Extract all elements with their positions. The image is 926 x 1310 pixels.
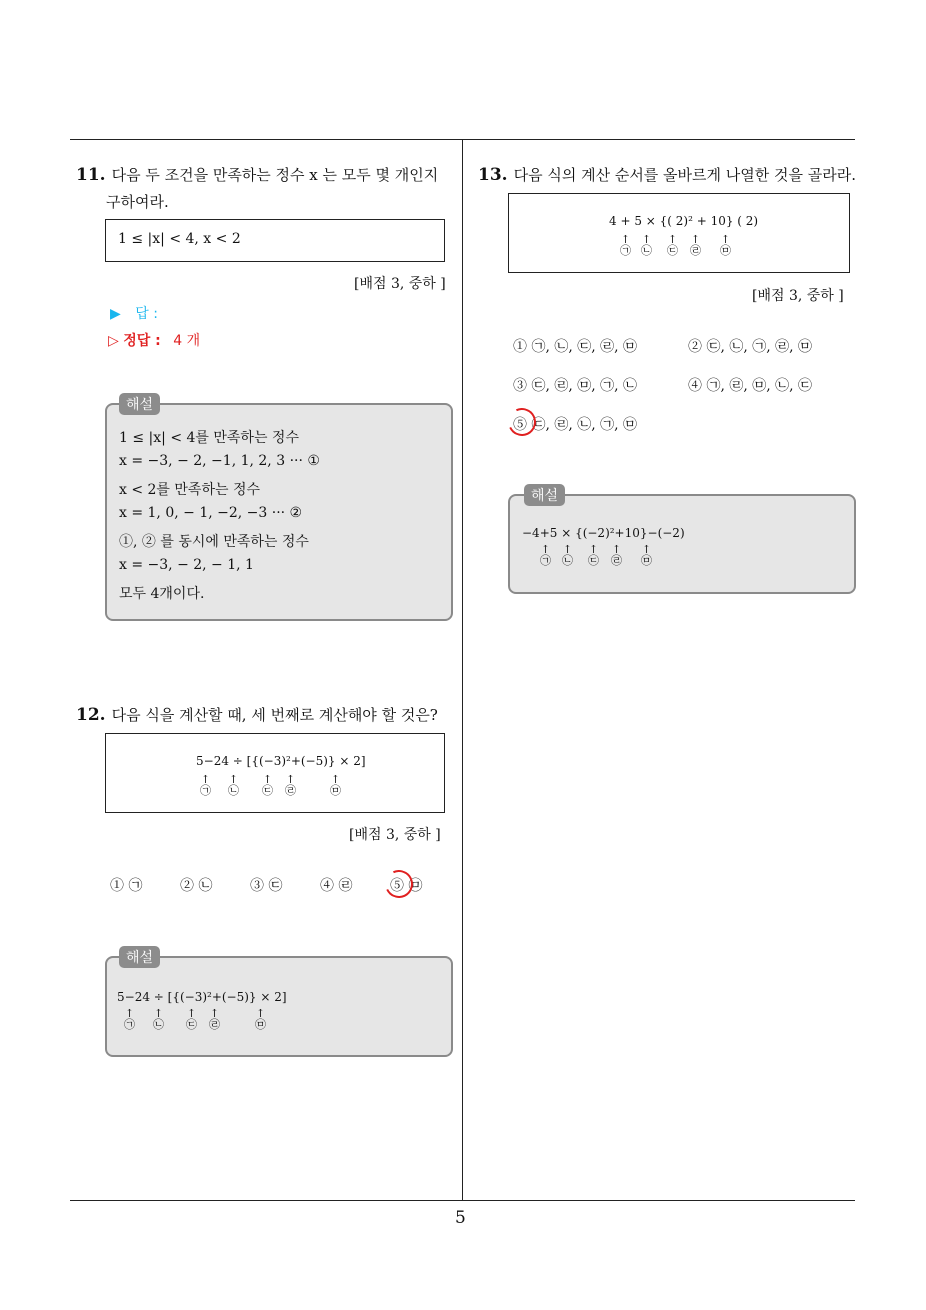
q12-expression-box bbox=[105, 733, 445, 813]
q11-correct-row bbox=[108, 330, 200, 350]
q13-explanation-marker: ↑ ㉣ bbox=[611, 543, 622, 567]
q12-choice-2[interactable]: ② ㉡ bbox=[180, 878, 213, 894]
q12-explanation-marker: ↑ ㉠ bbox=[124, 1007, 135, 1031]
q12-marker: ↑ ㉤ bbox=[330, 773, 341, 797]
q13-expression: 4 + 5 × {( 2)² + 10} ( 2) bbox=[609, 214, 759, 228]
q11-explanation-line: x < 2를 만족하는 정수 bbox=[119, 482, 261, 498]
q13-marker: ↑ ㉢ bbox=[667, 233, 678, 257]
q13-explanation-marker: ↑ ㉤ bbox=[641, 543, 652, 567]
q12-explanation-box bbox=[105, 950, 453, 1057]
q13-marker: ↑ ㉣ bbox=[690, 233, 701, 257]
q11-condition-box bbox=[105, 219, 445, 262]
q11-explanation-line: x = 1, 0, − 1, −2, −3 ··· ② bbox=[119, 505, 303, 521]
q13-correct-circle bbox=[504, 404, 540, 440]
q11-correct-label: 정답 : bbox=[123, 333, 161, 349]
q12-marker: ↑ ㉢ bbox=[262, 773, 273, 797]
q11-condition: 1 ≤ |x| < 4, x < 2 bbox=[118, 231, 241, 247]
answer-arrow-icon: ▶ bbox=[110, 306, 121, 322]
q11-answer-label: 답 : bbox=[135, 306, 158, 322]
q13-explanation-marker: ↑ ㉠ bbox=[540, 543, 551, 567]
q12-explanation-tag: 해설 bbox=[119, 946, 160, 968]
q12-explanation-marker: ↑ ㉢ bbox=[186, 1007, 197, 1031]
q13-text: 다음 식의 계산 순서를 올바르게 나열한 것을 골라라. bbox=[513, 166, 857, 184]
q12-expression: 5−24 ÷ [{(−3)²+(−5)} × 2] bbox=[196, 754, 366, 768]
q12-explanation-marker: ↑ ㉤ bbox=[255, 1007, 266, 1031]
q12-score: [배점 3, 중하 ] bbox=[349, 827, 441, 843]
q13-explanation-marker: ↑ ㉡ bbox=[562, 543, 573, 567]
q13-score: [배점 3, 중하 ] bbox=[752, 288, 844, 304]
q13-marker: ↑ ㉤ bbox=[720, 233, 731, 257]
q11-correct-value: 4 개 bbox=[173, 333, 201, 349]
q11-explanation-box bbox=[105, 397, 453, 621]
q13-question bbox=[478, 162, 858, 189]
q13-choice-1[interactable]: ① ㉠, ㉡, ㉢, ㉣, ㉤ bbox=[513, 339, 638, 355]
q13-choice-5[interactable]: ⑤ ㉢, ㉣, ㉡, ㉠, ㉤ bbox=[513, 417, 638, 433]
q11-explanation-line: x = −3, − 2, −1, 1, 2, 3 ··· ① bbox=[119, 453, 320, 469]
q11-explanation-line: ①, ② 를 동시에 만족하는 정수 bbox=[119, 534, 309, 550]
column-divider bbox=[462, 139, 463, 1201]
q13-explanation-box bbox=[508, 488, 856, 594]
q12-marker: ↑ ㉠ bbox=[200, 773, 211, 797]
q12-choice-1[interactable]: ① ㉠ bbox=[110, 878, 143, 894]
q13-explanation-expression: −4+5 × {(−2)²+10}−(−2) bbox=[522, 526, 685, 540]
q12-explanation-marker: ↑ ㉡ bbox=[153, 1007, 164, 1031]
q13-choice-3[interactable]: ③ ㉢, ㉣, ㉤, ㉠, ㉡ bbox=[513, 378, 638, 394]
q11-score: [배점 3, 중하 ] bbox=[354, 276, 446, 292]
q12-question bbox=[76, 702, 456, 729]
q13-choice-4[interactable]: ④ ㉠, ㉣, ㉤, ㉡, ㉢ bbox=[688, 378, 813, 394]
q12-marker: ↑ ㉡ bbox=[228, 773, 239, 797]
q12-choice-4[interactable]: ④ ㉣ bbox=[320, 878, 353, 894]
q12-explanation-marker: ↑ ㉣ bbox=[209, 1007, 220, 1031]
page-number: 5 bbox=[455, 1208, 466, 1228]
q13-explanation-marker: ↑ ㉢ bbox=[588, 543, 599, 567]
q12-choice-5[interactable]: ⑤ ㉤ bbox=[390, 878, 423, 894]
q13-number: 13. bbox=[478, 165, 508, 185]
q11-explanation-line: x = −3, − 2, − 1, 1 bbox=[119, 557, 254, 573]
q13-marker: ↑ ㉠ bbox=[620, 233, 631, 257]
q12-explanation-expression: 5−24 ÷ [{(−3)²+(−5)} × 2] bbox=[117, 990, 287, 1004]
q12-choice-3[interactable]: ③ ㉢ bbox=[250, 878, 283, 894]
correct-arrow-icon: ▷ bbox=[108, 333, 119, 349]
q12-marker: ↑ ㉣ bbox=[285, 773, 296, 797]
q11-text-line2: 구하여라. bbox=[106, 193, 169, 211]
q11-answer-row bbox=[110, 303, 158, 323]
q11-explanation-line: 모두 4개이다. bbox=[119, 586, 205, 602]
q11-text-line1: 다음 두 조건을 만족하는 정수 x 는 모두 몇 개인지 bbox=[111, 166, 439, 184]
q11-question bbox=[76, 162, 456, 216]
q11-number: 11. bbox=[76, 165, 106, 185]
q11-explanation-line: 1 ≤ |x| < 4를 만족하는 정수 bbox=[119, 430, 299, 446]
q12-correct-circle bbox=[381, 866, 417, 902]
q11-explanation-tag: 해설 bbox=[119, 393, 160, 415]
q12-text: 다음 식을 계산할 때, 세 번째로 계산해야 할 것은? bbox=[111, 706, 438, 724]
q12-number: 12. bbox=[76, 705, 106, 725]
bottom-rule bbox=[70, 1200, 855, 1201]
q13-choice-2[interactable]: ② ㉢, ㉡, ㉠, ㉣, ㉤ bbox=[688, 339, 813, 355]
q13-expression-box bbox=[508, 193, 850, 273]
q13-marker: ↑ ㉡ bbox=[641, 233, 652, 257]
q13-explanation-tag: 해설 bbox=[524, 484, 565, 506]
